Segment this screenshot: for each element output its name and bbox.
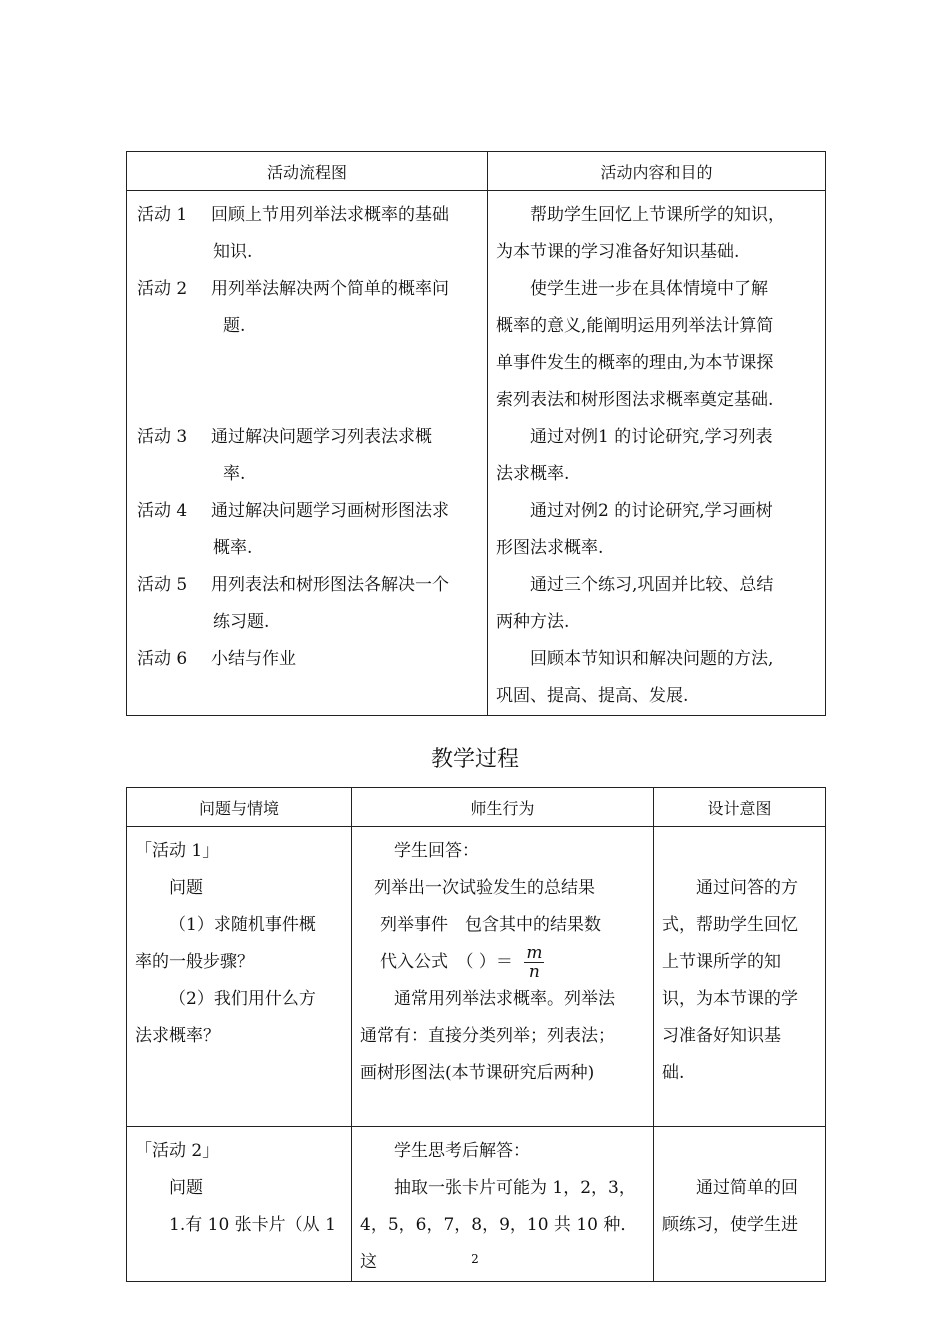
teaching-process-table — [126, 787, 826, 1282]
activity-1: 活动 1 回顾上节用列举法求概率的基础 知识. — [137, 205, 449, 262]
activity-2: 活动 2 用列举法解决两个简单的概率问 题. — [137, 279, 449, 336]
row1-question: 「活动 1」 问题 （1）求随机事件概 率的一般步骤？ （2）我们用什么方 法求概率？ — [127, 827, 352, 1127]
header-purpose: 活动内容和目的 — [488, 152, 826, 191]
section-title: 教学过程 — [430, 747, 519, 772]
purpose-3: 通过对例1 的讨论研究,学习列表 法求概率. — [496, 427, 773, 484]
activity-6: 活动 6 小结与作业 — [137, 649, 296, 669]
flow-cell — [127, 191, 488, 716]
fraction-m-over-n: $\frac{m}{n}$ — [526, 943, 543, 982]
activity-label: 「活动 2」 — [135, 1141, 220, 1161]
row2-question: 「活动 2」 问题 1.有 10 张卡片（从 1 — [127, 1127, 352, 1282]
purpose-6: 回顾本节知识和解决问题的方法, 巩固、提高、提高、发展. — [496, 649, 774, 706]
header-question: 问题与情境 — [127, 788, 352, 827]
purpose-1: 帮助学生回忆上节课所学的知识， 为本节课的学习准备好知识基础. — [496, 205, 785, 262]
header-behavior: 师生行为 — [352, 788, 654, 827]
activity-flow-table — [126, 151, 826, 716]
purpose-cell — [488, 191, 826, 716]
activity-3: 活动 3 通过解决问题学习列表法求概 率. — [137, 427, 432, 484]
page-number: 2 — [471, 1252, 479, 1266]
header-flow: 活动流程图 — [127, 152, 488, 191]
purpose-5: 通过三个练习,巩固并比较、总结 两种方法. — [496, 575, 774, 632]
activity-5: 活动 5 用列表法和树形图法各解决一个 练习题. — [137, 575, 449, 632]
activity-label: 「活动 1」 — [135, 841, 220, 861]
formula-line: 代入公式 （ ）＝ $\frac{m}{n}$ — [380, 943, 543, 982]
row1-behavior: 学生回答： 列举出一次试验发生的总结果 列举事件 包含其中的结果数 代入公式 （ ）＝ $\frac{m}{n}$ 通常用列举法求概率。列举法 通常有：直接分类列举；列表法； 画树形图法(本节课研究后两种) — [352, 827, 654, 1127]
purpose-2: 使学生进一步在具体情境中了解 概率的意义,能阐明运用列举法计算简 单事件发生的概率的理由,为本节课探 索列表法和树形图法求概率奠定基础. — [496, 279, 774, 410]
purpose-4: 通过对例2 的讨论研究,学习画树 形图法求概率. — [496, 501, 773, 558]
row2-intent: 通过简单的回 顾练习，使学生进 — [654, 1127, 826, 1282]
header-intent: 设计意图 — [654, 788, 826, 827]
row1-intent: 通过问答的方 式，帮助学生回忆 上节课所学的知 识，为本节课的学 习准备好知识基 础. — [654, 827, 826, 1127]
activity-4: 活动 4 通过解决问题学习画树形图法求 概率. — [137, 501, 449, 558]
row2-behavior: 学生思考后解答： 抽取一张卡片可能为 1，2，3， 4，5，6，7，8，9，10 共 10 种．这 — [352, 1127, 654, 1282]
